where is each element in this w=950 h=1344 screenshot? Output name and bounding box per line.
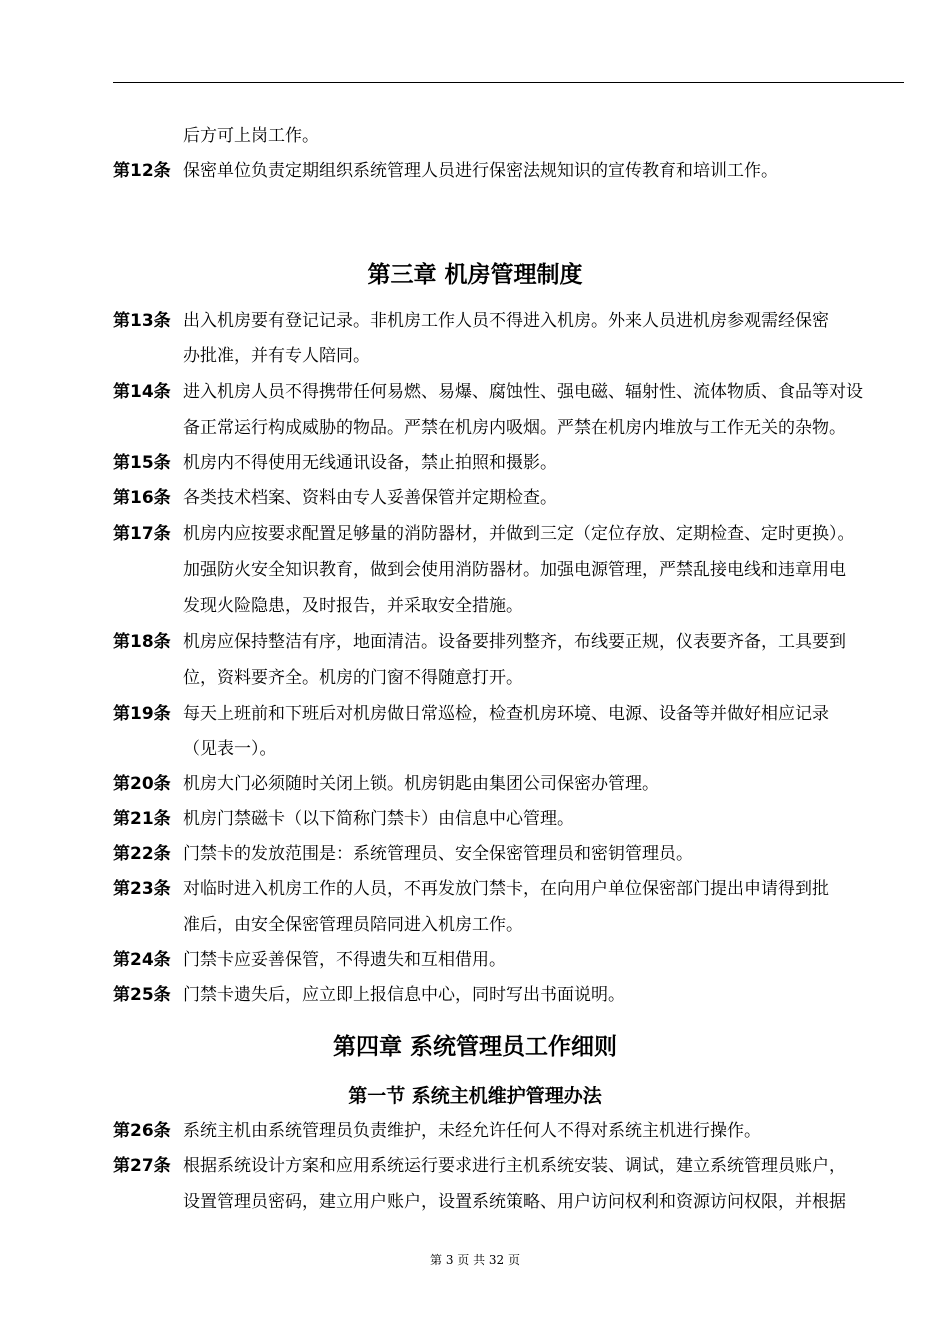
article-text: 办批准，并有专人陪同。 xyxy=(183,346,370,366)
article-text: 位，资料要齐全。机房的门窗不得随意打开。 xyxy=(183,668,523,688)
article-text: 各类技术档案、资料由专人妥善保管并定期检查。 xyxy=(183,488,557,508)
article-text: 保密单位负责定期组织系统管理人员进行保密法规知识的宣传教育和培训工作。 xyxy=(183,161,778,181)
section-title: 第一节 系统主机维护管理办法 xyxy=(348,1085,602,1107)
article-number: 第23条 xyxy=(113,879,171,899)
article-text: 对临时进入机房工作的人员，不再发放门禁卡，在向用户单位保密部门提出申请得到批 xyxy=(183,879,829,899)
chapter-title: 第三章 机房管理制度 xyxy=(367,262,583,288)
article-text: 出入机房要有登记记录。非机房工作人员不得进入机房。外来人员进机房参观需经保密 xyxy=(183,311,829,331)
article-number: 第14条 xyxy=(113,382,171,402)
article-text: 进入机房人员不得携带任何易燃、易爆、腐蚀性、强电磁、辐射性、流体物质、食品等对设 xyxy=(183,382,863,402)
article-text: 机房大门必须随时关闭上锁。机房钥匙由集团公司保密办管理。 xyxy=(183,774,659,794)
article-number: 第16条 xyxy=(113,488,171,508)
chapter-title: 第四章 系统管理员工作细则 xyxy=(332,1034,617,1060)
article-number: 第18条 xyxy=(113,632,171,652)
article-text: 准后，由安全保密管理员陪同进入机房工作。 xyxy=(183,915,523,935)
article-text: 加强防火安全知识教育，做到会使用消防器材。加强电源管理，严禁乱接电线和违章用电 xyxy=(183,560,846,580)
article-number: 第19条 xyxy=(113,704,171,724)
article-text: 机房内不得使用无线通讯设备，禁止拍照和摄影。 xyxy=(183,453,557,473)
article-number: 第25条 xyxy=(113,985,171,1005)
article-text: 设置管理员密码，建立用户账户，设置系统策略、用户访问权利和资源访问权限，并根据 xyxy=(183,1192,846,1212)
article-text: 备正常运行构成威胁的物品。严禁在机房内吸烟。严禁在机房内堆放与工作无关的杂物。 xyxy=(183,418,846,438)
article-text: （见表一）。 xyxy=(183,739,277,759)
article-text: 机房内应按要求配置足够量的消防器材，并做到三定（定位存放、定期检查、定时更换）。 xyxy=(183,524,855,544)
article-text: 每天上班前和下班后对机房做日常巡检，检查机房环境、电源、设备等并做好相应记录 xyxy=(183,704,829,724)
article-number: 第15条 xyxy=(113,453,171,473)
article-number: 第12条 xyxy=(113,161,171,181)
article-number: 第27条 xyxy=(113,1156,171,1176)
article-number: 第17条 xyxy=(113,524,171,544)
article-number: 第21条 xyxy=(113,809,171,829)
article-text: 门禁卡遗失后，应立即上报信息中心，同时写出书面说明。 xyxy=(183,985,625,1005)
header-rule xyxy=(113,82,904,83)
article-text: 根据系统设计方案和应用系统运行要求进行主机系统安装、调试，建立系统管理员账户， xyxy=(183,1156,846,1176)
article-text: 发现火险隐患，及时报告，并采取安全措施。 xyxy=(183,596,523,616)
article-number: 第13条 xyxy=(113,311,171,331)
article-text: 机房应保持整洁有序，地面清洁。设备要排列整齐，布线要正规，仪表要齐备，工具要到 xyxy=(183,632,846,652)
article-text: 门禁卡的发放范围是：系统管理员、安全保密管理员和密钥管理员。 xyxy=(183,844,693,864)
article-number: 第22条 xyxy=(113,844,171,864)
page-footer: 第 3 页 共 32 页 xyxy=(430,1253,520,1267)
article-number: 第26条 xyxy=(113,1121,171,1141)
article-number: 第24条 xyxy=(113,950,171,970)
article-number: 第20条 xyxy=(113,774,171,794)
continuation-line: 后方可上岗工作。 xyxy=(183,126,319,146)
article-text: 门禁卡应妥善保管，不得遗失和互相借用。 xyxy=(183,950,506,970)
article-text: 机房门禁磁卡（以下简称门禁卡）由信息中心管理。 xyxy=(183,809,574,829)
article-text: 系统主机由系统管理员负责维护，未经允许任何人不得对系统主机进行操作。 xyxy=(183,1121,761,1141)
